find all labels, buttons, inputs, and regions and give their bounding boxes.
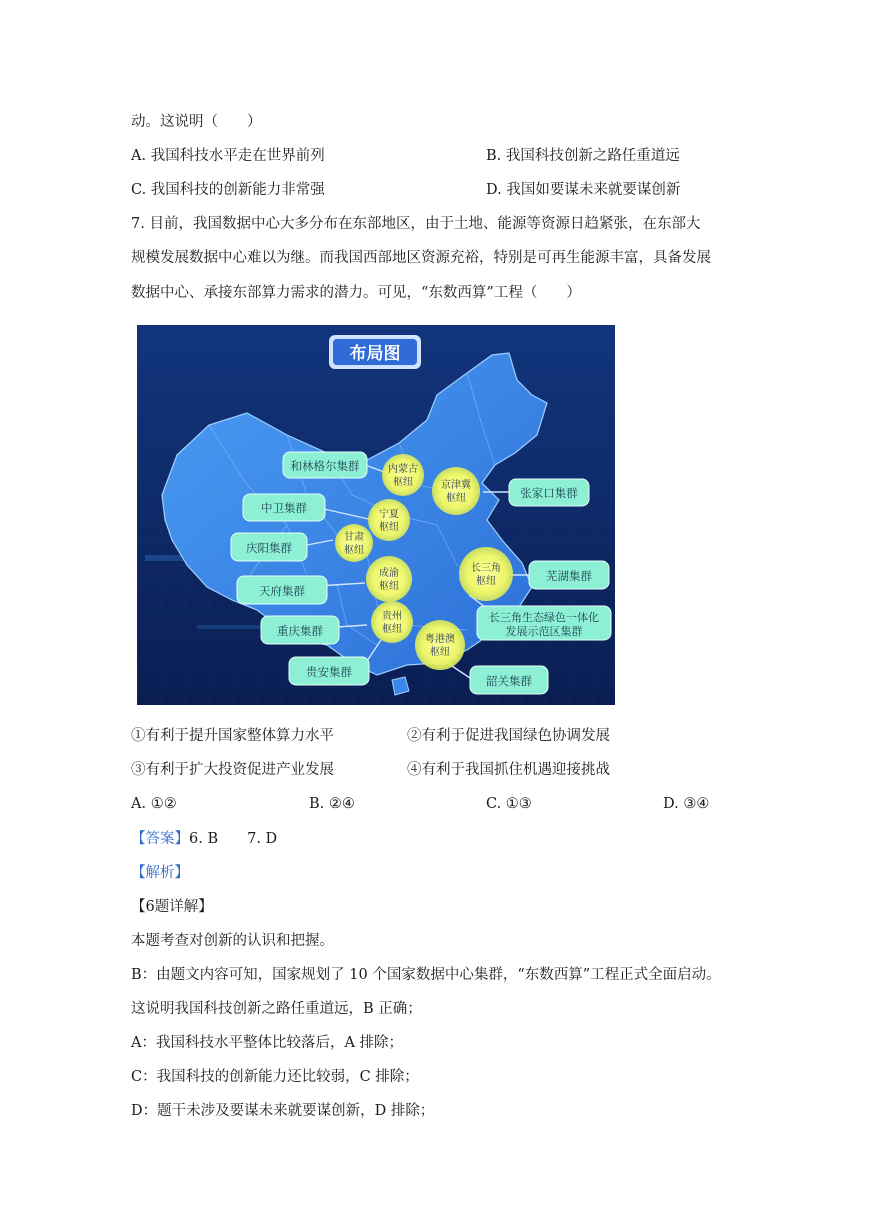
cluster-shaoguan [470, 666, 548, 694]
map-title-banner [329, 335, 421, 369]
svg-text:庆阳集群: 庆阳集群 [246, 543, 292, 555]
hub-guizhou [371, 601, 413, 643]
svg-text:中卫集群: 中卫集群 [261, 503, 307, 515]
svg-text:长三角生态绿色一体化: 长三角生态绿色一体化 [489, 612, 599, 624]
q7-option-a: A. ①② [131, 796, 177, 812]
hub-neimenggu [382, 454, 424, 496]
svg-text:发展示范区集群: 发展示范区集群 [505, 626, 583, 638]
hub-changsanjiao [459, 547, 513, 601]
q7-stem-line-1: 7. 目前，我国数据中心大多分布在东部地区，由于土地、能源等资源日趋紧张，在东部大 [131, 216, 701, 232]
cluster-chongqing [261, 616, 339, 644]
layout-map-figure [137, 325, 615, 705]
q7-option-c: C. ①③ [486, 796, 532, 812]
q6-option-b: B. 我国科技创新之路任重道远 [486, 148, 680, 164]
svg-text:枢纽: 枢纽 [430, 647, 450, 658]
cluster-wuhu [529, 561, 609, 589]
svg-text:京津冀: 京津冀 [441, 480, 471, 491]
q6-detail-line-4: A：我国科技水平整体比较落后，A 排除； [131, 1035, 404, 1051]
cluster-zhangjiakou [509, 479, 589, 506]
analysis-label: 【解析】 [131, 865, 189, 881]
map-title: 布局图 [349, 344, 401, 363]
svg-text:成渝: 成渝 [379, 568, 399, 579]
answer-line [131, 829, 277, 849]
q6-option-c: C. 我国科技的创新能力非常强 [131, 182, 325, 198]
svg-text:枢纽: 枢纽 [476, 576, 496, 587]
hub-chengyu [366, 556, 412, 602]
hub-ningxia [368, 499, 410, 541]
svg-text:和林格尔集群: 和林格尔集群 [290, 461, 360, 473]
svg-text:甘肃: 甘肃 [344, 532, 364, 543]
svg-text:宁夏: 宁夏 [379, 509, 399, 520]
svg-text:粤港澳: 粤港澳 [425, 634, 455, 645]
svg-text:贵州: 贵州 [382, 611, 402, 622]
cluster-changsanjiao-demo [477, 606, 611, 640]
svg-text:枢纽: 枢纽 [379, 581, 399, 592]
q6-detail-line-1: 本题考查对创新的认识和把握。 [131, 933, 334, 949]
q7-statement-3: ③有利于扩大投资促进产业发展 [131, 762, 334, 778]
hub-gansu [335, 524, 373, 562]
q6-option-a: A. 我国科技水平走在世界前列 [131, 148, 325, 164]
q6-stem-tail: 动。这说明（ ） [131, 114, 262, 130]
q7-statement-4: ④有利于我国抓住机遇迎接挑战 [407, 762, 610, 778]
svg-text:重庆集群: 重庆集群 [277, 626, 323, 638]
q6-detail-line-3: 这说明我国科技创新之路任重道远，B 正确； [131, 1001, 422, 1017]
svg-text:枢纽: 枢纽 [393, 477, 413, 488]
q6-detail-heading: 【6题详解】 [131, 899, 213, 915]
svg-text:枢纽: 枢纽 [382, 624, 402, 635]
svg-text:贵安集群: 贵安集群 [306, 667, 352, 679]
svg-text:内蒙古: 内蒙古 [388, 464, 418, 475]
q6-detail-line-6: D：题干未涉及要谋未来就要谋创新，D 排除； [131, 1103, 435, 1119]
svg-text:张家口集群: 张家口集群 [520, 488, 578, 500]
svg-text:长三角: 长三角 [471, 563, 501, 574]
svg-text:韶关集群: 韶关集群 [486, 676, 532, 688]
cluster-qingyang [231, 533, 307, 561]
svg-text:枢纽: 枢纽 [344, 545, 364, 556]
cluster-helingeer [283, 452, 367, 478]
cluster-guian [289, 657, 369, 685]
q6-detail-line-5: C：我国科技的创新能力还比较弱，C 排除； [131, 1069, 419, 1085]
hub-jingjinji [432, 467, 480, 515]
q6-detail-line-2: B：由题文内容可知，国家规划了 10 个国家数据中心集群，“东数西算”工程正式全面启动。 [131, 967, 721, 983]
answer-label: 【答案】 [131, 831, 189, 847]
q7-statement-2: ②有利于促进我国绿色协调发展 [407, 728, 610, 744]
svg-text:枢纽: 枢纽 [379, 522, 399, 533]
q7-option-b: B. ②④ [309, 796, 355, 812]
q7-option-d: D. ③④ [663, 796, 710, 812]
q6-option-d: D. 我国如要谋未来就要谋创新 [486, 182, 681, 198]
svg-text:天府集群: 天府集群 [259, 586, 305, 598]
cluster-tianfu [237, 576, 327, 604]
svg-text:芜湖集群: 芜湖集群 [546, 571, 592, 583]
answer-text: 6. B 7. D [189, 831, 278, 847]
q7-stem-line-3: 数据中心、承接东部算力需求的潜力。可见，“东数西算”工程（ ） [131, 285, 581, 301]
svg-text:枢纽: 枢纽 [446, 493, 466, 504]
cluster-zhongwei [243, 494, 325, 521]
q7-statement-1: ①有利于提升国家整体算力水平 [131, 728, 334, 744]
hub-yuegangao [415, 620, 465, 670]
q7-stem-line-2: 规模发展数据中心难以为继。而我国西部地区资源充裕，特别是可再生能源丰富，具备发展 [131, 250, 711, 266]
